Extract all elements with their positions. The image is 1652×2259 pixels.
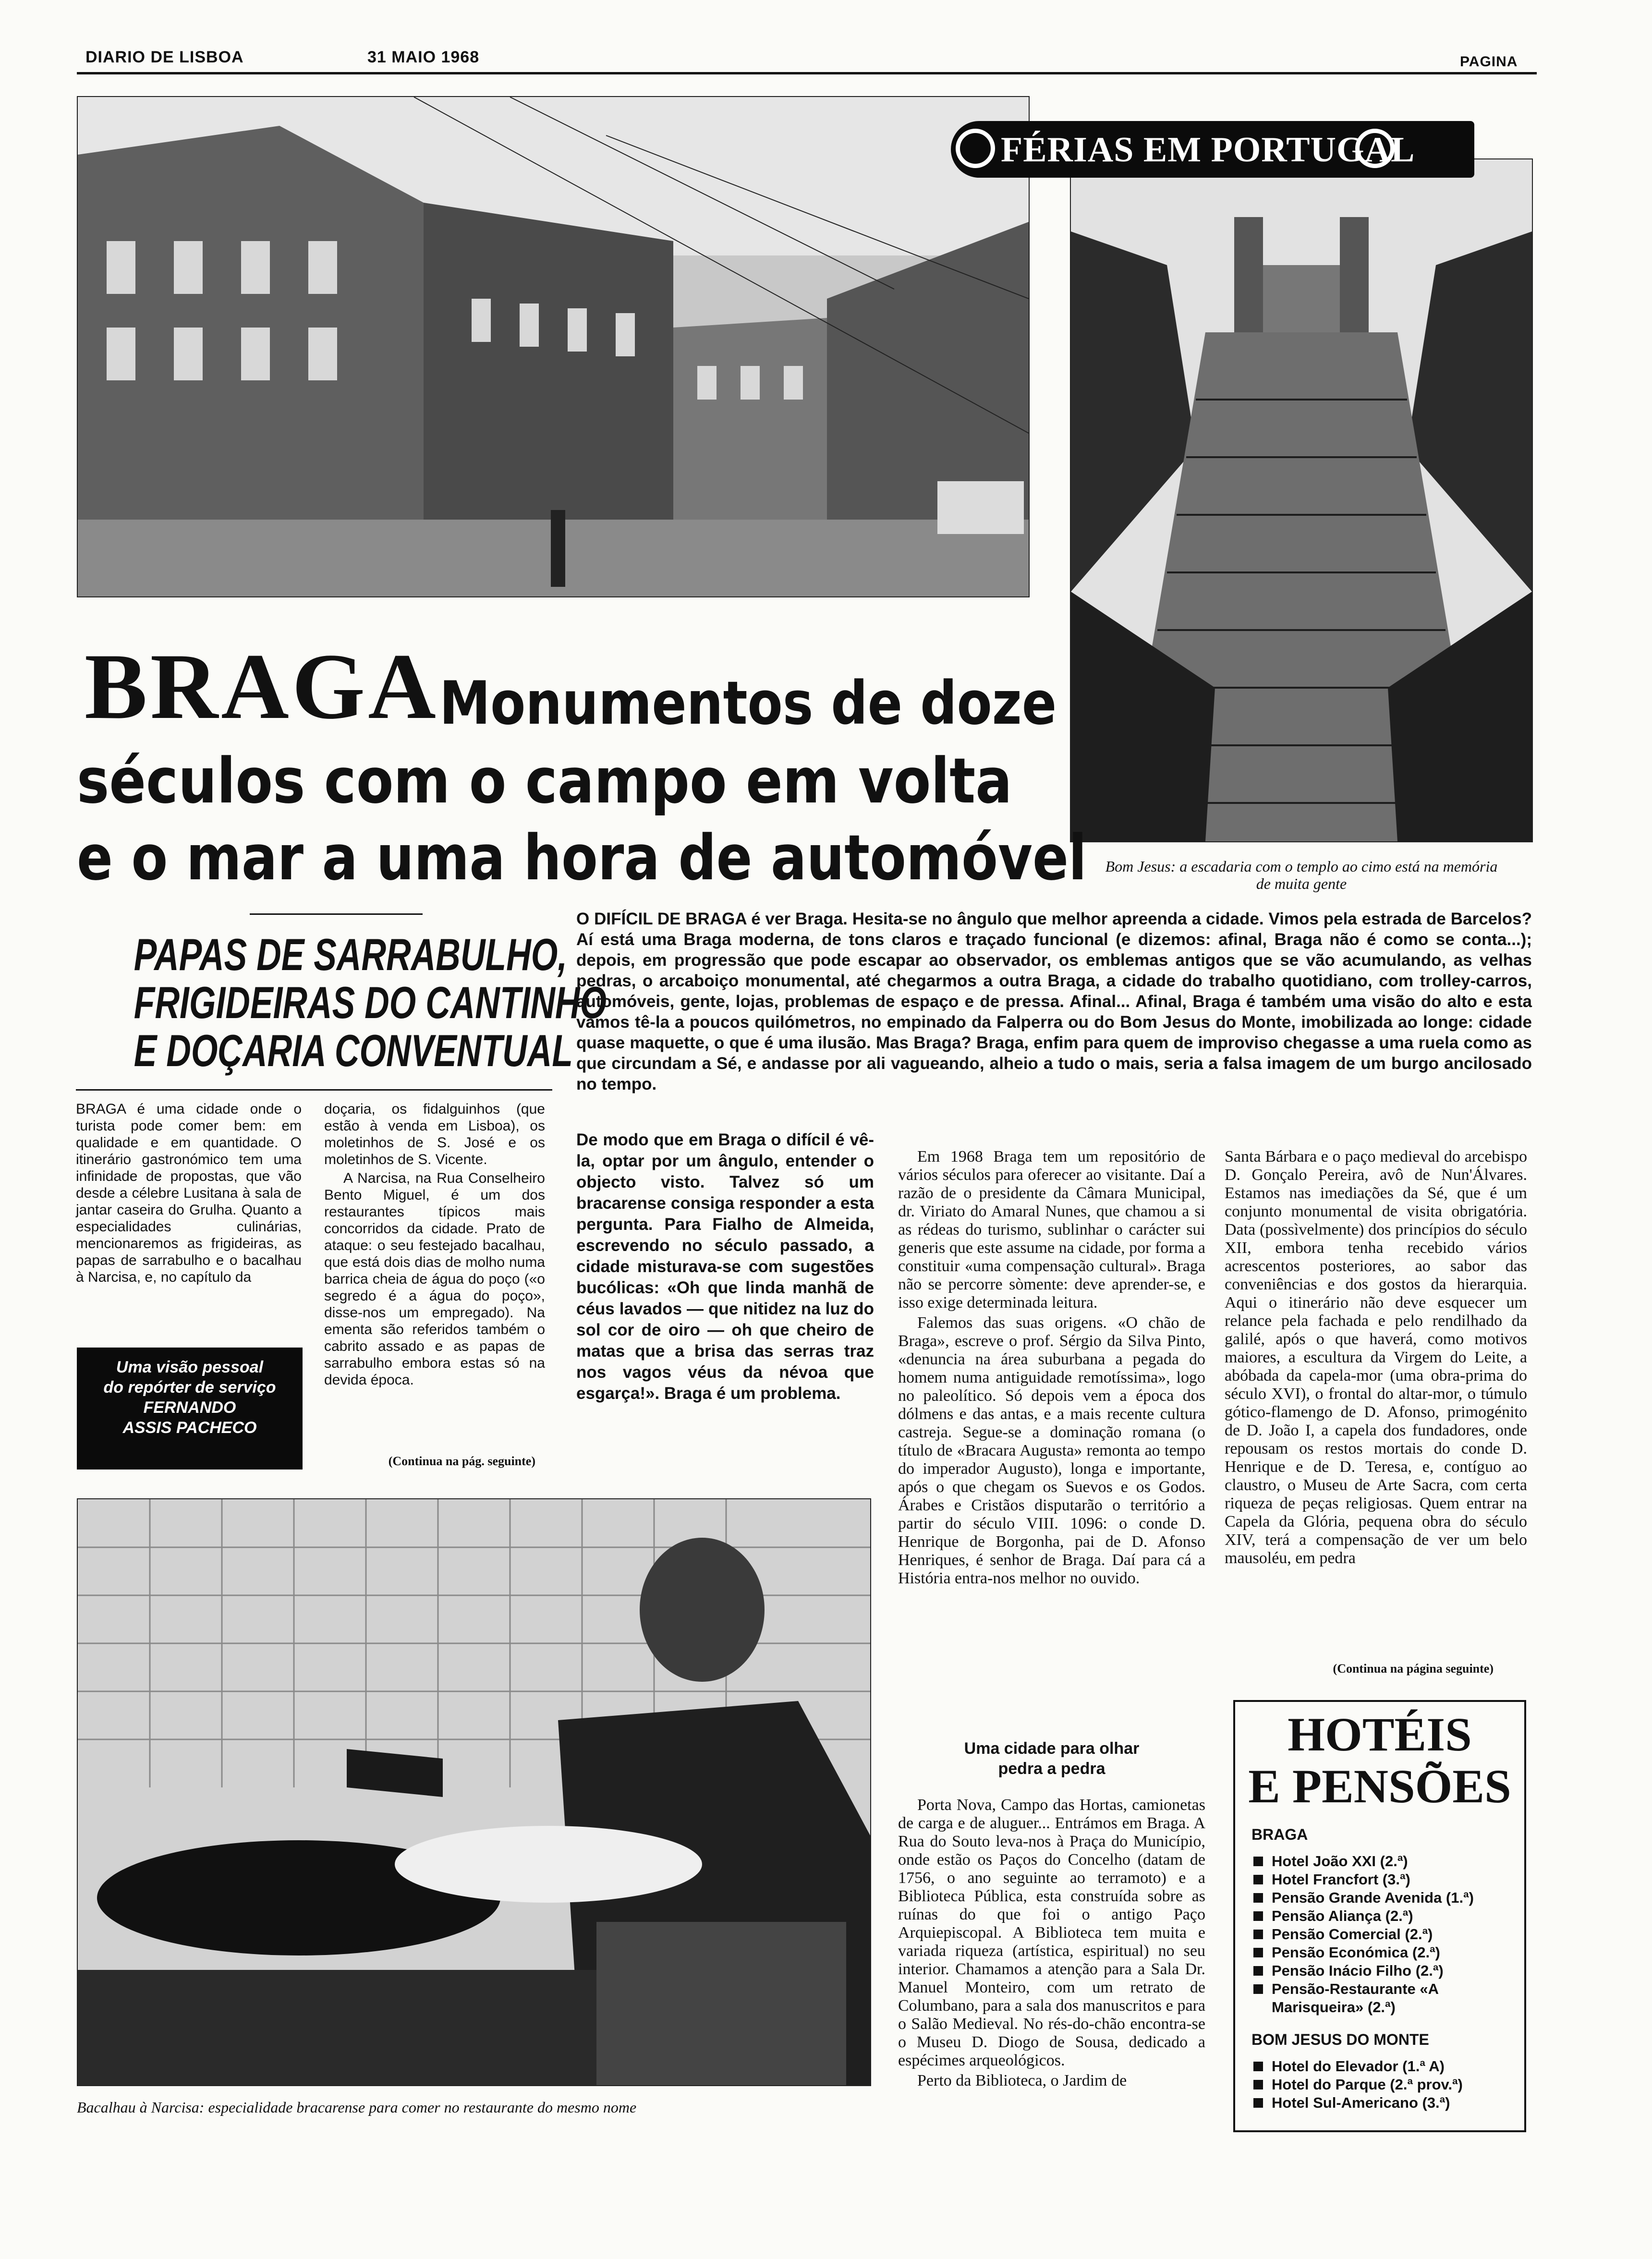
hotel-item: Pensão Grande Avenida (1.ª) <box>1251 1889 1515 1907</box>
byline-line3: FERNANDO <box>143 1398 236 1417</box>
subhead <box>898 1738 1205 1779</box>
food-bottom-rule <box>76 1089 552 1091</box>
hotel-item: Pensão Comercial (2.ª) <box>1251 1925 1515 1943</box>
masthead-page-label: PAGINA <box>1460 54 1518 70</box>
body-col3-p2: Falemos das suas origens. «O chão de Braga», escreve o prof. Sérgio da Silva Pinto, «denuncia na área suburbana a pegada do homem numa antiguidade remotíssima», logo no paleolítico. Só depois vem a época dos dólmens e das antas, e a mais recente cultura castreja. Segue-se a dominação romana (o título de «Bracara Augusta» remonta ao tempo do imperador Augusto), longa e importante, após o que chegam os Suevos e os Godos. Árabes e Cristãos disputarão o território a partir do século VIII. 1096: o conde D. Henrique de Borgonha, pai de D. Afonso Henriques, é senhor de Braga. Daí para cá a História entra-nos melhor no ouvido. <box>898 1314 1205 1587</box>
hotel-item: Hotel João XXI (2.ª) <box>1251 1852 1515 1870</box>
byline-line2: do repórter de serviço <box>103 1378 276 1397</box>
headline-line3: e o mar a uma hora de automóvel <box>77 821 1087 894</box>
food-col1-text: BRAGA é uma cidade onde o turista pode comer bem: em qualidade e em quantidade. O itinerário gastronómico tem uma infinidade de propostas, que vão desde a célebre Lusitana à sala de jantar caseira do Grulha. Quanto a especialidades culinárias, mencionaremos as frigideiras, as papas de sarrabulho e o bacalhau à Narcisa, e, no capítulo da <box>76 1101 302 1285</box>
hotels-bom-jesus-list <box>1235 2057 1524 2112</box>
food-col2-text-a: doçaria, os fidalguinhos (que estão à venda em Lisboa), os moletinhos de S. José e os moletinhos de S. Vicente. <box>324 1101 545 1167</box>
hotel-item: Pensão Inácio Filho (2.ª) <box>1251 1962 1515 1980</box>
food-col2-text-b: A Narcisa, na Rua Conselheiro Bento Miguel, é um dos restaurantes típicos mais concorridos da cidade. Prato de ataque: o seu festejado bacalhau, que está dois dias de molho numa barrica cheia de água do poço («o segredo é a água do poço», disse-nos um empregado). Na ementa são referidos também o cabrito assado e as papas de sarrabulho embora estas só na devida época. <box>324 1170 545 1388</box>
series-number: 2 <box>1436 108 1473 183</box>
bom-jesus-photo <box>1070 158 1533 842</box>
bacalhau-photo <box>77 1498 871 2086</box>
lead-paragraph: O DIFÍCIL DE BRAGA é ver Braga. Hesita-se no ângulo que melhor apreenda a cidade. Vimos pela estrada de Barcelos? Aí está uma Braga moderna, de tons claros e traçado funcional (e dizemos: afinal, Braga não é como se conta...); depois, em progressão que pode escapar ao observador, os emblemas antigos que se vão acumulando, as velhas pedras, o arcaboiço monumental, até chegarmos a outra Braga, a cidade do trabalho quotidiano, com trolley-carros, automóveis, gente, lojas, problemas de espaço e de pressa. Afinal... Afinal, Braga é também uma visão do alto e esta vamos tê-la a poucos quilómetros, no empinado da Falperra ou do Bom Jesus do Monte, imobilizada ao longe: cidade quase maquette, o que é uma ilusão. Mas Braga? Braga, enfim para quem de improviso chegasse a uma ruela como as que circundam a Sé, e andasse por ali vagueando, alheio a tudo o mais, seria a falsa imagem de um burgo ancilosado no tempo. <box>576 910 1532 1093</box>
hotels-box <box>1233 1700 1526 2132</box>
food-title-line2: FRIGIDEIRAS DO CANTINHO <box>134 977 607 1028</box>
masthead-date: 31 MAIO 1968 <box>367 48 480 66</box>
hotels-braga-list <box>1235 1852 1524 2016</box>
hotels-title-line1: HOTÉIS <box>1288 1708 1472 1761</box>
body-col4 <box>1225 1148 1527 1569</box>
hotel-item: Hotel do Elevador (1.ª A) <box>1251 2057 1515 2076</box>
lead-col2: De modo que em Braga o difícil é vê-la, optar por um ângulo, entender o objecto visto. Talvez só um bracarense consiga responder a esta pergunta. Para Fialho de Almeida, escrevendo no século passado, a cidade misturava-se com sugestões bucólicas: «Oh que linda manhã de céus lavados — que nitidez na luz do sol cor de oiro — oh que cheiro de matas que a brisa das serras traz nos vagos véus da névoa que esgarça!». Braga é um problema. <box>576 1130 874 1403</box>
bom-jesus-caption: Bom Jesus: a escadaria com o templo ao cimo está na memória de muita gente <box>1105 858 1498 892</box>
body-col3-p1: Em 1968 Braga tem um repositório de vários séculos para oferecer ao visitante. Daí a razão de o presidente da Câmara Municipal, dr. Viriato do Amaral Nunes, que chamou a si as rédeas do turismo, sublinhar o carácter sui generis que este assume na cidade, por forma a constituir «uma compensação cultural». Braga não se percorre sòmente: deve aprender-se, e isso exige determinada leitura. <box>898 1148 1205 1312</box>
subhead-line2: pedra a pedra <box>998 1760 1105 1778</box>
body-continue-note: (Continua na página seguinte) <box>1333 1662 1494 1676</box>
hotels-title-line2: E PENSÕES <box>1248 1760 1511 1813</box>
hotels-braga-header: BRAGA <box>1251 1826 1308 1843</box>
body-col4-text: Santa Bárbara e o paço medieval do arcebispo D. Gonçalo Pereira, avô de Nun'Álvares. Estamos nas imediações da Sé, que é um conjunto monumental de visita obrigatória. Data (possìvelmente) dos princípios do século XII, embora tenha recebido vários acrescentos posteriores, ao sabor das conveniências e dos gostos da hierarquia. Aqui o itinerário não deve esquecer um relance pela fachada e pelo rendilhado da galilé, após o que haverá, como motivos maiores, a escultura da Virgem do Leite, a abóbada da capela-mor (uma obra-prima do século XVI), o frontal do altar-mor, o túmulo gótico-flamengo de D. Afonso, primogénito de D. João I, a capela dos fundadores, onde repousam os restos mortais do conde D. Henrique e de D. Teresa, e, contíguo ao claustro, o Museu de Arte Sacra, com certa riqueza de peças religiosas. Quem entrar na Capela da Glória, pequena obra do século XIV, terá a compensação de ver um belo mausoléu, em pedra <box>1225 1148 1527 1567</box>
headline-line2: séculos com o campo em volta <box>77 744 1012 817</box>
food-continue-note: (Continua na pág. seguinte) <box>388 1454 535 1468</box>
byline-line4: ASSIS PACHECO <box>122 1419 257 1437</box>
hotel-item: Hotel Francfort (3.ª) <box>1251 1870 1515 1889</box>
hotel-item: Pensão Aliança (2.ª) <box>1251 1907 1515 1925</box>
body-col3-p4: Perto da Biblioteca, o Jardim de <box>917 2072 1127 2089</box>
headline-braga: BRAGA <box>85 634 439 739</box>
banner-circle-right-icon <box>1355 129 1395 168</box>
banner-title: FÉRIAS EM PORTUGAL <box>1001 130 1415 170</box>
hotel-item: Pensão Económica (2.ª) <box>1251 1943 1515 1962</box>
braga-street-photo <box>77 96 1030 597</box>
series-banner <box>951 121 1474 178</box>
masthead-rule <box>77 72 1537 74</box>
masthead-paper: DIARIO DE LISBOA <box>85 48 244 66</box>
food-top-rule <box>250 913 423 915</box>
food-title-line3: E DOÇARIA CONVENTUAL <box>134 1025 573 1076</box>
banner-circle-left-icon <box>956 129 995 168</box>
byline-line1: Uma visão pessoal <box>116 1358 264 1376</box>
hotels-title <box>1235 1709 1524 1812</box>
food-col1 <box>76 1101 302 1287</box>
bacalhau-caption: Bacalhau à Narcisa: especialidade bracarense para comer no restaurante do mesmo nome <box>77 2099 637 2116</box>
hotel-item: Hotel Sul-Americano (3.ª) <box>1251 2094 1515 2112</box>
body-col3-p3: Porta Nova, Campo das Hortas, camionetas de carga e de aluguer... Entrámos em Braga. A Rua do Souto leva-nos à Praça do Município, onde estão os Paços do Concelho (datam de 1756, o ano seguinte ao terramoto) e a Biblioteca Pública, esta construída sobre as ruínas do que foi o antigo Paço Arquiepiscopal. A Biblioteca tem muita e variada riqueza (artística, espiritual) no seu interior. Chamamos a atenção para a Sala Dr. Manuel Monteiro, com um retrato de Columbano, para a sala dos manuscritos e para o Salão Medieval. No rés-do-chão encontra-se o Museu D. Diogo de Sousa, dedicado a espécimes arqueológicos. <box>898 1796 1205 2069</box>
body-col3-continued <box>898 1796 1205 2092</box>
food-col2 <box>324 1101 545 1390</box>
food-title-line1: PAPAS DE SARRABULHO, <box>134 929 568 980</box>
food-title <box>77 929 607 1076</box>
hotels-bom-jesus-header: BOM JESUS DO MONTE <box>1251 2031 1429 2048</box>
byline-box <box>77 1348 303 1470</box>
subhead-line1: Uma cidade para olhar <box>964 1739 1140 1758</box>
headline-line1: Monumentos de doze <box>439 669 1057 738</box>
hotel-item: Pensão-Restaurante «A Marisqueira» (2.ª) <box>1251 1980 1515 2016</box>
body-col3 <box>898 1148 1205 1590</box>
hotel-item: Hotel do Parque (2.ª prov.ª) <box>1251 2076 1515 2094</box>
